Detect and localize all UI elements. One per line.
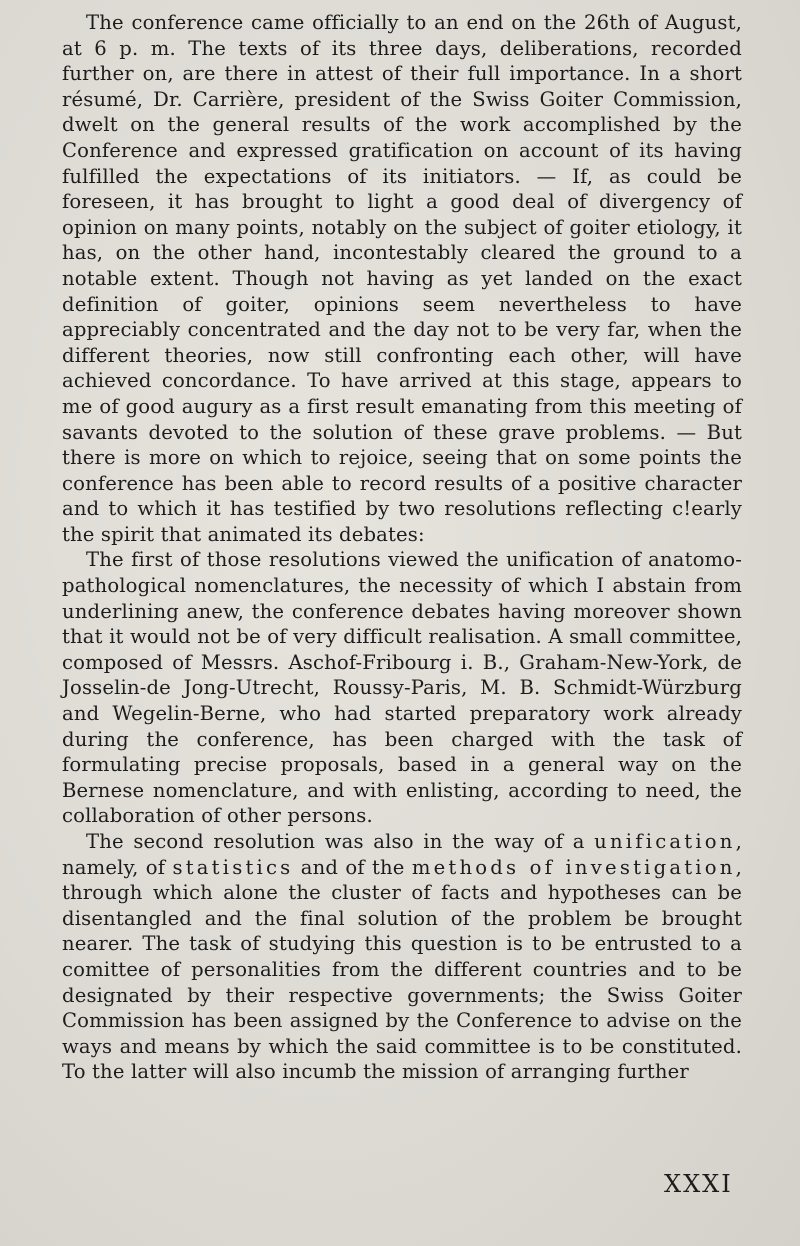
paragraph-conference-closing: [62, 10, 742, 547]
text-segment: The conference came officially to an end on the 26th of August, at 6 p. m. The texts of its three days, deliberations, recorded further on, are there in attest of their full importance. In a short résumé, Dr. Carrière, president of the Swiss Goiter Commission, dwelt on the general results of the work accomplished by the Conference and expressed gratification on account of its having fulfilled the expectations of its initiators. — If, as could be foreseen, it has brought to light a good deal of divergency of opinion on many points, notably on the subject of goiter etiology, it has, on the other hand, incontestably cleared the ground to a notable extent. Though not having as yet landed on the exact definition of goiter, opinions seem nevertheless to have appreciably concentrated and the day not to be very far, when the different theories, now still confronting each other, will have achieved concordance. To have arrived at this stage, appears to me of good augury as a first result emanating from this meeting of savants devoted to the solution of these grave problems. — But there is more on which to rejoice, seeing that on some points the conference has been able to record results of a positive character and to which it has testified by two resolutions reflecting c!early the spirit that animated its debates:: [62, 11, 742, 546]
text-segment: The first of those resolutions viewed the unification of anatomo-pathological nomenclatures, the necessity of which I abstain from underlining anew, the conference debates having moreover shown that it would not be of very difficult realisation. A small committee, composed of Messrs. Aschof-Fribourg i. B., Graham-New-York, de Josselin-de Jong-Utrecht, Roussy-Paris, M. B. Schmidt-Würzburg and Wegelin-Berne, who had started preparatory work already during the conference, has been charged with the task of formulating precise proposals, based in a general way on the Bernese nomenclature, and with enlisting, according to need, the collaboration of other persons.: [62, 548, 742, 828]
emphasized-text: statistics: [172, 855, 294, 879]
page-number: XXXI: [664, 1170, 733, 1198]
paragraph-second-resolution: [62, 829, 742, 1085]
text-segment: and of the: [293, 855, 412, 879]
emphasized-text: unification: [594, 830, 736, 853]
text-segment: , namely, of: [62, 830, 742, 879]
body-text: [62, 10, 742, 1085]
text-segment: , through which alone the cluster of facts and hypotheses can be disentangled and the final solution of the problem be brought nearer. The task of studying this question is to be entrusted to a comittee of personalities from the different countries and to be designated by their respective governments; the Swiss Goiter Commission has been assigned by the Conference to advise on the ways and means by which the said committee is to be constituted. To the latter will also incumb the mission of arranging further: [62, 855, 742, 1084]
emphasized-text: methods of investigation: [411, 855, 736, 879]
paragraph-first-resolution: [62, 547, 742, 829]
text-segment: The second resolution was also in the way of a: [86, 830, 595, 853]
